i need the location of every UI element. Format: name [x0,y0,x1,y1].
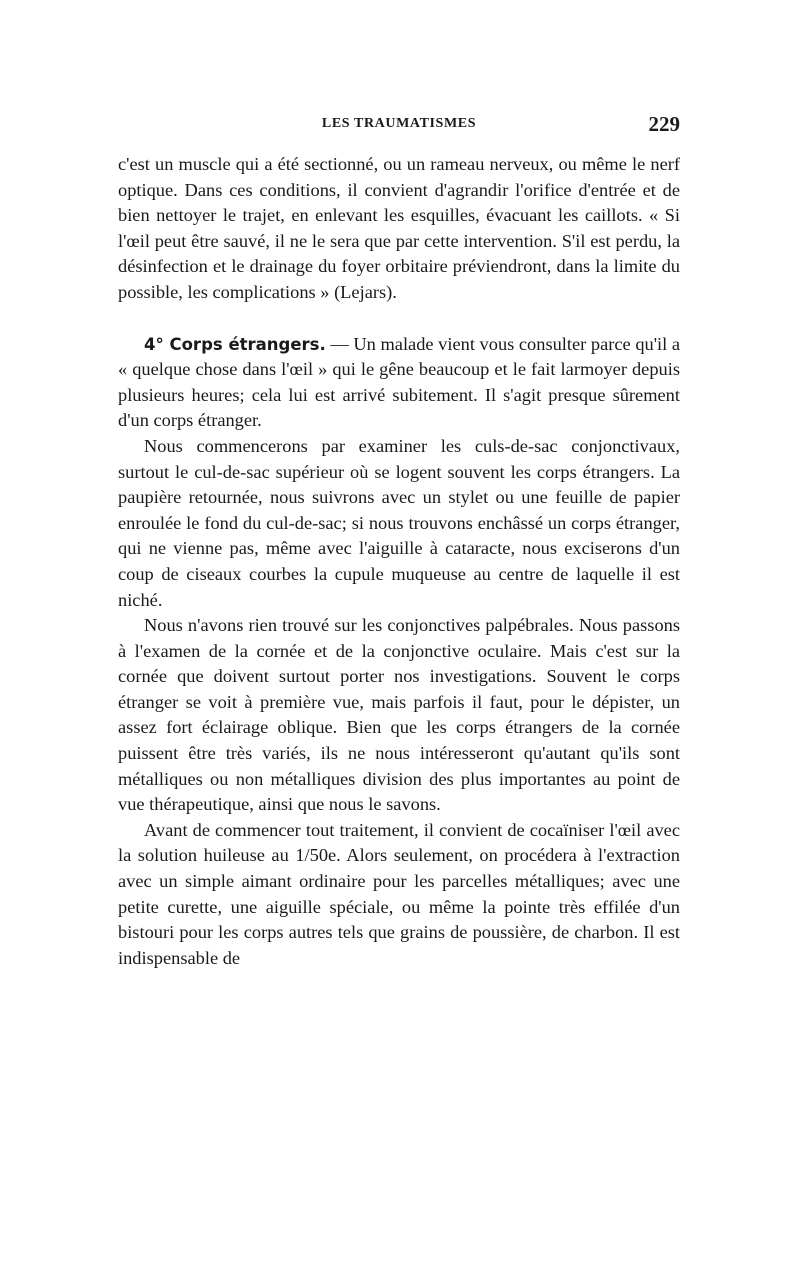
page-header [118,112,680,140]
running-title: LES TRAUMATISMES [321,116,477,131]
page-number: 229 [648,112,680,136]
paragraph-2: Nous commencerons par examiner les culs-de-sac conjonctivaux, surtout le cul-de-sac supérieur où se logent souvent les corps étrangers. La paupière retournée, nous suivrons avec un stylet ou une feuille de papier enroulée le fond du cul-de-sac; si nous trouvons enchâssé un corps étranger, qui ne vienne pas, même avec l'aiguille à cataracte, nous exciserons d'un coup de ciseaux courbes la cupule muqueuse au centre de laquelle il est niché. [118,435,680,610]
section-dash: — [325,333,354,354]
paragraph-3: Nous n'avons rien trouvé sur les conjonctives palpébrales. Nous passons à l'examen de la cornée et de la conjonctive oculaire. Mais c'est sur la cornée que doivent surtout porter nos investigations. Souvent le corps étranger se voit à première vue, mais parfois il faut, pour le dépister, un assez fort éclairage oblique. Bien que les corps étrangers de la cornée puissent être très variés, ils ne nous intéresseront qu'autant qu'ils sont métalliques ou non métalliques division des plus importantes au point de vue thérapeutique, ainsi que nous le savons. [118,615,680,815]
section-title: 4° Corps étrangers. [144,334,326,354]
body-text [118,152,680,971]
paragraph-1: c'est un muscle qui a été sectionné, ou un rameau nerveux, ou même le nerf optique. Dans ces conditions, il convient d'agrandir l'orifice d'entrée et de bien nettoyer le trajet, en enlevant les esquilles, évacuant les caillots. « Si l'œil peut être sauvé, il ne le sera que par cette intervention. S'il est perdu, la désinfection et le drainage du foyer orbitaire préviendront, dans la limite du possible, les complications » (Lejars). [118,154,680,302]
section-text: Un malade vient vous consulter parce qu'il a « quelque chose dans l'œil » qui le gêne beaucoup et le fait larmoyer depuis plusieurs heures; cela lui est arrivé subitement. Il s'agit presque sûrement d'un corps étranger. [118,333,681,431]
paragraph-4: Avant de commencer tout traitement, il convient de cocaïniser l'œil avec la solution huileuse au 1/50e. Alors seulement, on procédera à l'extraction avec un simple aimant ordinaire pour les parcelles métalliques; avec une petite curette, une aiguille spéciale, ou même la pointe très effilée d'un bistouri pour les corps autres tels que grains de poussière, de charbon. Il est indispensable de [118,819,680,968]
section-paragraph [118,332,680,434]
